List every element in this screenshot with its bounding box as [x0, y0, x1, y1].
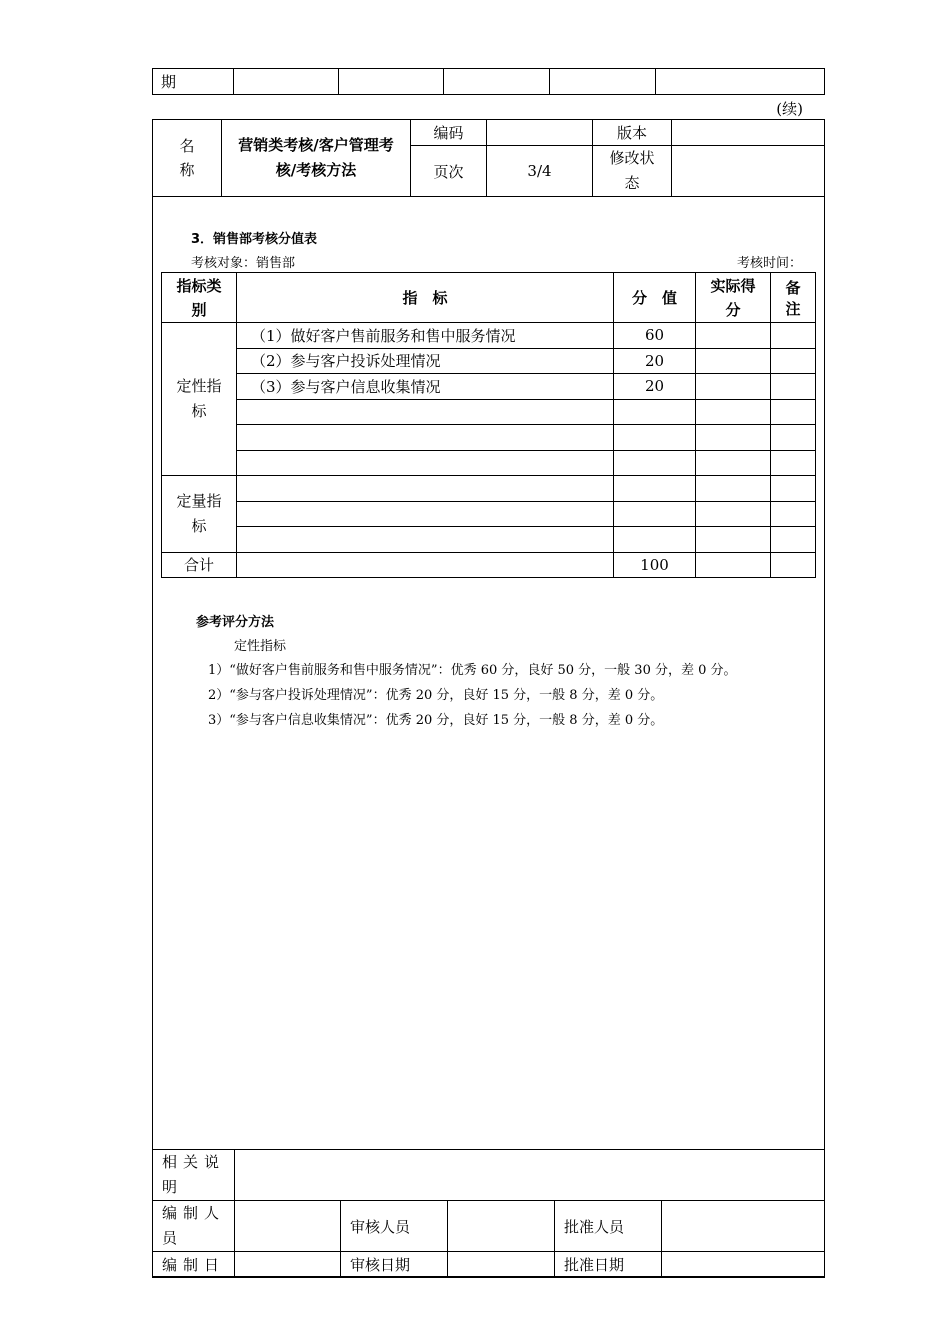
- related-label: 相关说明: [153, 1150, 235, 1201]
- version-label: 版本: [593, 120, 672, 146]
- continued-mark: (续): [776, 100, 803, 118]
- header-table: [152, 119, 825, 197]
- name-label: 名 称: [153, 120, 222, 197]
- row-score: 20: [614, 348, 696, 374]
- header-actual: 实际得分: [696, 273, 771, 323]
- row-score: 60: [614, 323, 696, 349]
- header-score: 分 值: [614, 273, 696, 323]
- approver-label: 批准人员: [555, 1201, 662, 1252]
- editor-label: 编制人员: [153, 1201, 235, 1252]
- review-date-label: 审核日期: [341, 1252, 448, 1277]
- version-value: [672, 120, 825, 146]
- row-score: 20: [614, 374, 696, 400]
- header-indicator: 指 标: [237, 273, 614, 323]
- doc-title: 营销类考核/客户管理考核/考核方法: [222, 120, 411, 197]
- row-item: （1）做好客户售前服务和售中服务情况: [237, 323, 614, 349]
- reference-line: 3）“参与客户信息收集情况”：优秀 20 分，良好 15 分，一般 8 分，差 0 分。: [208, 713, 664, 728]
- assessment-object: 考核对象：销售部: [191, 256, 296, 271]
- header-category: 指标类别: [162, 273, 237, 323]
- section-title: 3．销售部考核分值表: [191, 232, 318, 247]
- total-label: 合计: [162, 552, 237, 578]
- assessment-time: 考核时间：: [736, 256, 802, 271]
- page-value: 3/4: [487, 146, 593, 197]
- reference-line: 1）“做好客户售前服务和售中服务情况”：优秀 60 分，良好 50 分，一般 30 分，差 0 分。: [208, 663, 737, 678]
- page-label: 页次: [411, 146, 487, 197]
- revision-value: [672, 146, 825, 197]
- quantitative-label: 定量指标: [162, 476, 237, 553]
- reference-subtitle: 定性指标: [234, 639, 287, 654]
- score-table: [161, 272, 816, 578]
- total-score: 100: [614, 552, 696, 578]
- edit-date-label: 编制日: [153, 1252, 235, 1277]
- reviewer-label: 审核人员: [341, 1201, 448, 1252]
- code-label: 编码: [411, 120, 487, 146]
- header-remark: 备 注: [771, 273, 816, 323]
- approve-date-label: 批准日期: [555, 1252, 662, 1277]
- top-strip-label: 期: [153, 69, 234, 95]
- row-item: （2）参与客户投诉处理情况: [237, 348, 614, 374]
- footer-table: [152, 1149, 825, 1277]
- code-value: [487, 120, 593, 146]
- top-strip-table: [152, 68, 825, 95]
- qualitative-label: 定性指标: [162, 323, 237, 476]
- row-item: （3）参与客户信息收集情况: [237, 374, 614, 400]
- revision-label: 修改状态: [593, 146, 672, 197]
- reference-line: 2）“参与客户投诉处理情况”：优秀 20 分，良好 15 分，一般 8 分，差 0 分。: [208, 688, 664, 703]
- reference-title: 参考评分方法: [196, 615, 275, 630]
